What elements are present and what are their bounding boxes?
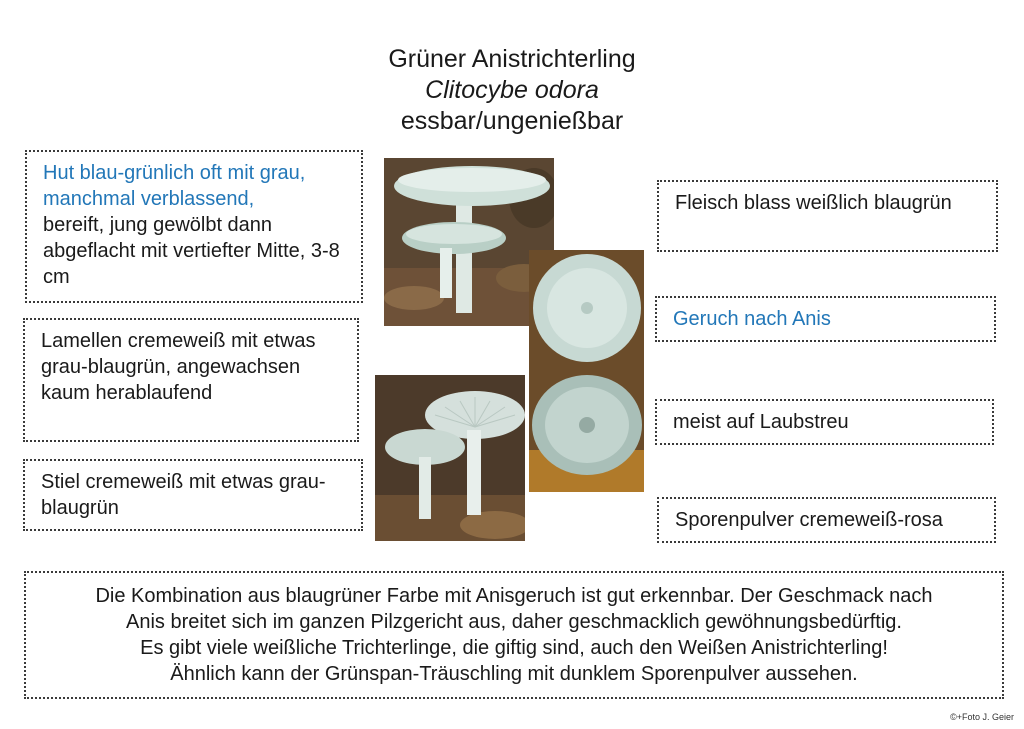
- lamellen-text: Lamellen cremeweiß mit etwas grau-blaugrün, angewachsen kaum herablaufend: [41, 330, 316, 404]
- stiel-box: [23, 459, 363, 531]
- hut-text: bereift, jung gewölbt dann abgeflacht mit vertiefter Mitte, 3-8 cm: [43, 214, 340, 288]
- lamellen-box: [23, 318, 359, 442]
- hut-box: [25, 150, 363, 303]
- summary-line: Es gibt viele weißliche Trichterlinge, die giftig sind, auch den Weißen Anistrichterling!: [140, 637, 888, 659]
- geruch-text: Geruch nach Anis: [673, 308, 831, 330]
- mushroom-photo-gills: [375, 375, 525, 541]
- sporen-box: [657, 497, 996, 543]
- hut-highlight: Hut blau-grünlich oft mit grau, manchmal verblassend,: [43, 162, 306, 210]
- title-block: [0, 44, 1024, 137]
- summary-line: Anis breitet sich im ganzen Pilzgericht aus, daher geschmacklich gewöhnungsbedürftig.: [126, 611, 902, 633]
- sporen-text: Sporenpulver cremeweiß-rosa: [675, 509, 943, 531]
- mushroom-photo-top: [529, 250, 644, 492]
- summary-box: [24, 571, 1004, 699]
- fleisch-text: Fleisch blass weißlich blaugrün: [675, 192, 952, 214]
- standort-box: [655, 399, 994, 445]
- summary-line: Die Kombination aus blaugrüner Farbe mit Anisgeruch ist gut erkennbar. Der Geschmack nach: [95, 585, 933, 607]
- edibility: essbar/ungenießbar: [400, 107, 624, 135]
- latin-name: Clitocybe odora: [425, 76, 599, 104]
- geruch-box: [655, 296, 996, 342]
- stiel-text: Stiel cremeweiß mit etwas grau-blaugrün: [41, 471, 326, 519]
- photo-credit: ©+Foto J. Geier: [950, 712, 1014, 722]
- standort-text: meist auf Laubstreu: [673, 411, 849, 433]
- summary-line: Ähnlich kann der Grünspan-Träuschling mit dunklem Sporenpulver aussehen.: [170, 663, 858, 685]
- fleisch-box: [657, 180, 998, 252]
- common-name: Grüner Anistrichterling: [388, 45, 636, 73]
